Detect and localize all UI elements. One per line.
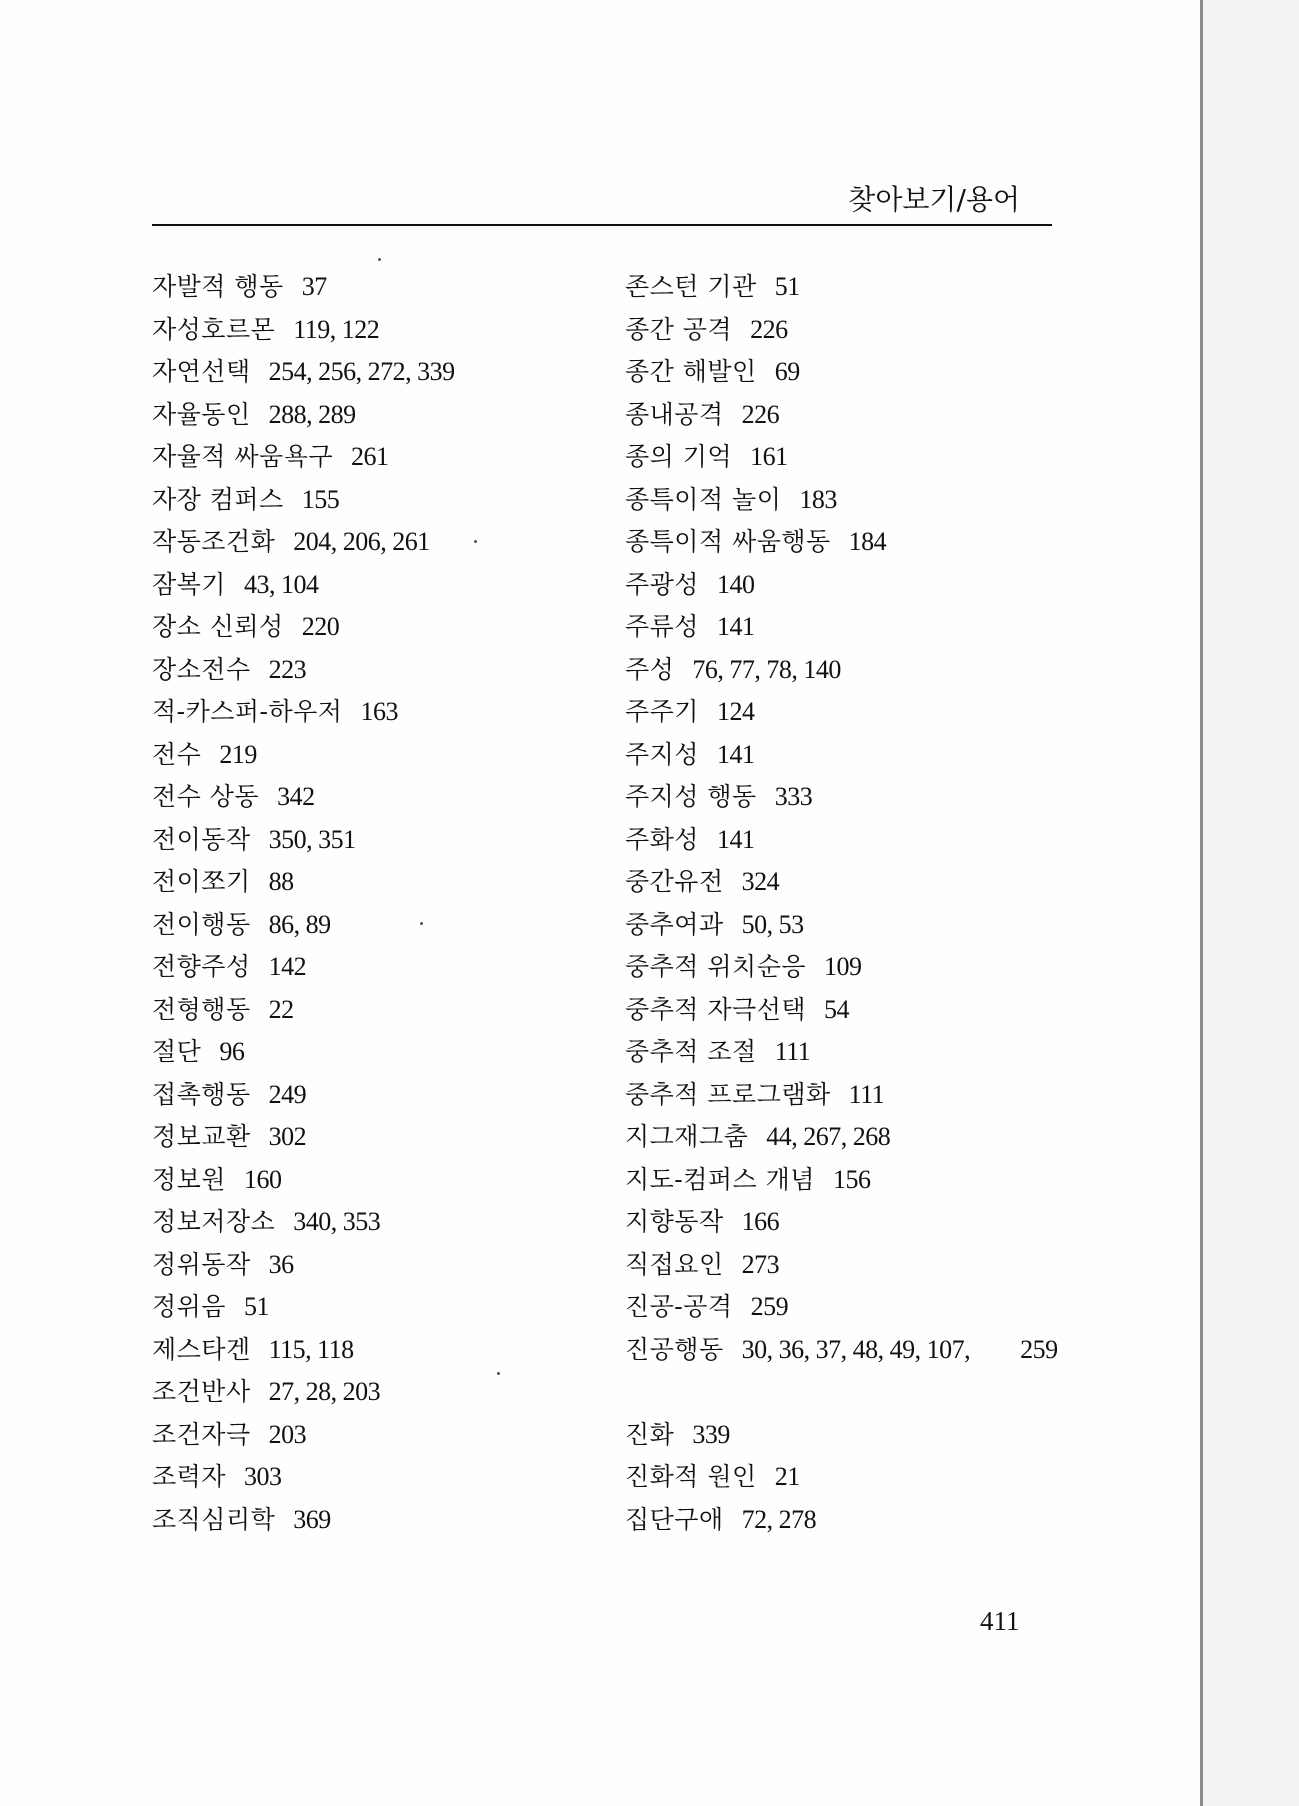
index-term: 전향주성	[152, 952, 251, 981]
index-term: 장소전수	[152, 654, 251, 684]
index-column-left	[152, 266, 592, 1541]
index-term: 자발적 행동	[152, 272, 284, 301]
index-entry	[152, 1074, 592, 1117]
index-entry	[152, 1371, 592, 1414]
index-pages: 155	[301, 484, 340, 514]
index-pages: 288, 289	[268, 399, 356, 429]
index-entry	[152, 1286, 592, 1329]
index-entry	[625, 1031, 1065, 1074]
index-entry	[152, 266, 592, 309]
index-pages: 369	[293, 1504, 331, 1534]
index-pages: 204, 206, 261	[293, 527, 430, 556]
scanner-background	[1203, 0, 1299, 1806]
index-pages-continuation: 259	[1020, 1334, 1058, 1364]
index-pages: 226	[750, 314, 788, 344]
index-pages: 183	[799, 484, 837, 514]
index-term: 지도-컴퍼스 개념	[625, 1164, 815, 1194]
index-term: 자율동인	[152, 399, 251, 429]
index-entry	[625, 904, 1065, 947]
index-entry	[152, 521, 592, 564]
index-entry	[152, 1456, 592, 1499]
index-term: 중간유전	[625, 867, 724, 896]
index-entry	[152, 691, 592, 734]
index-term: 직접요인	[625, 1249, 724, 1279]
index-term: 정보교환	[152, 1122, 251, 1151]
index-term: 전이행동	[152, 909, 251, 939]
index-pages: 37	[301, 272, 327, 301]
header-rule	[152, 224, 1052, 226]
index-term: 전수 상동	[152, 782, 260, 811]
index-pages: 88	[268, 867, 294, 896]
index-term: 조건반사	[152, 1377, 251, 1406]
index-entry	[625, 266, 1065, 309]
index-pages: 44, 267, 268	[766, 1122, 891, 1151]
index-pages: 27, 28, 203	[268, 1377, 381, 1406]
index-entry	[152, 989, 592, 1032]
index-entry	[625, 521, 1065, 564]
index-pages: 350, 351	[268, 824, 356, 854]
index-pages: 141	[716, 739, 755, 769]
index-term: 자연선택	[152, 357, 251, 386]
index-term: 중추적 위치순응	[625, 952, 806, 981]
index-term: 종의 기억	[625, 442, 733, 471]
index-entry	[152, 1244, 592, 1287]
index-entry	[625, 606, 1065, 649]
index-pages: 43, 104	[243, 569, 319, 599]
index-term: 정보저장소	[152, 1207, 276, 1236]
scan-speck	[497, 1372, 500, 1375]
index-entry	[625, 564, 1065, 607]
index-pages: 142	[268, 952, 307, 981]
index-entry	[625, 436, 1065, 479]
index-entry	[152, 904, 592, 947]
index-pages: 249	[268, 1079, 307, 1109]
index-pages: 111	[848, 1079, 885, 1109]
index-entry	[152, 564, 592, 607]
index-term: 자성호르몬	[152, 314, 276, 344]
index-term: 주화성	[625, 824, 699, 854]
index-column-right	[625, 266, 1065, 1541]
index-pages: 50, 53	[741, 909, 804, 939]
index-entry	[625, 351, 1065, 394]
index-term: 전수	[152, 739, 202, 769]
index-term: 중추적 조절	[625, 1037, 757, 1066]
index-entry	[625, 649, 1065, 692]
index-pages: 115, 118	[268, 1334, 354, 1364]
index-pages: 259	[750, 1292, 789, 1321]
index-term: 종특이적 싸움행동	[625, 527, 831, 556]
index-term: 진화	[625, 1419, 675, 1449]
index-entry	[152, 1159, 592, 1202]
index-term: 절단	[152, 1037, 202, 1066]
index-entry	[625, 819, 1065, 862]
index-pages: 339	[692, 1419, 730, 1449]
index-term: 주지성	[625, 739, 699, 769]
index-entry	[152, 776, 592, 819]
index-pages: 72, 278	[741, 1504, 817, 1534]
index-entry	[625, 1414, 1065, 1457]
index-entry	[625, 1074, 1065, 1117]
index-pages: 324	[741, 867, 780, 896]
index-pages: 119, 122	[293, 314, 380, 344]
index-term: 지그재그춤	[625, 1122, 749, 1151]
index-entry	[152, 819, 592, 862]
index-entry	[625, 734, 1065, 777]
index-term: 자장 컴퍼스	[152, 484, 284, 514]
index-entry	[152, 1329, 592, 1372]
index-entry	[625, 691, 1065, 734]
index-term: 적-카스퍼-하우저	[152, 697, 343, 726]
index-term: 전이동작	[152, 824, 251, 854]
index-pages: 156	[832, 1164, 871, 1194]
index-entry	[625, 1499, 1065, 1542]
index-pages: 109	[824, 952, 862, 981]
index-pages: 54	[824, 994, 849, 1024]
index-entry	[625, 1201, 1065, 1244]
index-term: 종간 해발인	[625, 357, 757, 386]
scan-speck	[378, 258, 381, 261]
index-entry	[152, 479, 592, 522]
index-term: 중추적 자극선택	[625, 994, 806, 1024]
index-entry	[625, 989, 1065, 1032]
index-pages: 166	[741, 1207, 780, 1236]
index-entry	[152, 1499, 592, 1542]
index-term: 정보원	[152, 1164, 226, 1194]
index-term: 중추여과	[625, 909, 724, 939]
index-entry	[152, 1201, 592, 1244]
index-pages: 96	[219, 1037, 245, 1066]
index-pages: 21	[774, 1462, 800, 1491]
index-pages: 219	[219, 739, 257, 769]
index-pages: 340, 353	[293, 1207, 381, 1236]
index-entry	[152, 606, 592, 649]
index-entry	[152, 649, 592, 692]
index-entry	[152, 861, 592, 904]
index-term: 조건자극	[152, 1419, 251, 1449]
index-pages: 273	[741, 1249, 780, 1279]
index-entry	[152, 1116, 592, 1159]
index-term: 전이쪼기	[152, 867, 251, 896]
index-term: 진공행동	[625, 1334, 724, 1364]
index-pages: 22	[268, 994, 294, 1024]
index-entry	[152, 394, 592, 437]
index-pages: 86, 89	[268, 909, 331, 939]
index-term: 진화적 원인	[625, 1462, 757, 1491]
index-entry	[625, 394, 1065, 437]
index-entry	[152, 309, 592, 352]
index-entry	[625, 1116, 1065, 1159]
index-pages: 261	[351, 442, 389, 471]
index-pages: 254, 256, 272, 339	[268, 357, 455, 386]
index-pages: 220	[301, 612, 340, 641]
index-term: 주주기	[625, 697, 699, 726]
index-term: 작동조건화	[152, 527, 276, 556]
index-term: 종내공격	[625, 399, 724, 429]
index-entry	[152, 734, 592, 777]
index-term: 정위동작	[152, 1249, 251, 1279]
index-term: 종간 공격	[625, 314, 733, 344]
index-entry	[152, 1414, 592, 1457]
index-term: 지향동작	[625, 1207, 724, 1236]
scan-speck	[474, 540, 477, 543]
index-term: 제스타겐	[152, 1334, 251, 1364]
index-entry	[625, 479, 1065, 522]
index-pages: 51	[243, 1292, 269, 1321]
index-term: 자율적 싸움욕구	[152, 442, 333, 471]
index-entry	[625, 1159, 1065, 1202]
index-pages: 333	[774, 782, 813, 811]
index-entry	[625, 946, 1065, 989]
index-entry	[152, 946, 592, 989]
index-term: 주성	[625, 654, 675, 684]
index-pages: 140	[716, 569, 755, 599]
index-pages: 303	[243, 1462, 282, 1491]
index-entry	[625, 309, 1065, 352]
index-pages: 223	[268, 654, 307, 684]
index-term: 종특이적 놀이	[625, 484, 782, 514]
index-term: 집단구애	[625, 1504, 724, 1534]
index-pages: 184	[848, 527, 887, 556]
index-entry	[625, 861, 1065, 904]
index-entry	[625, 776, 1065, 819]
page-number: 411	[980, 1606, 1020, 1636]
index-pages: 141	[716, 612, 755, 641]
index-term: 중추적 프로그램화	[625, 1079, 831, 1109]
index-pages: 36	[268, 1249, 294, 1279]
index-pages: 160	[243, 1164, 282, 1194]
index-term: 정위음	[152, 1292, 226, 1321]
index-pages: 203	[268, 1419, 307, 1449]
scan-speck	[420, 922, 423, 925]
index-entry	[152, 436, 592, 479]
index-pages: 342	[277, 782, 315, 811]
index-pages: 163	[360, 697, 398, 726]
index-term: 진공-공격	[625, 1292, 733, 1321]
index-term: 주지성 행동	[625, 782, 757, 811]
index-pages: 124	[716, 697, 755, 726]
index-pages: 30, 36, 37, 48, 49, 107,	[741, 1334, 971, 1364]
index-pages: 141	[716, 824, 755, 854]
index-pages: 76, 77, 78, 140	[692, 654, 841, 684]
index-pages: 111	[774, 1037, 811, 1066]
index-term: 잠복기	[152, 569, 226, 599]
index-term: 주류성	[625, 612, 699, 641]
index-pages: 226	[741, 399, 780, 429]
index-entry	[625, 1329, 1065, 1414]
index-term: 접촉행동	[152, 1079, 251, 1109]
index-entry	[152, 1031, 592, 1074]
index-term: 조직심리학	[152, 1504, 276, 1534]
index-entry	[625, 1286, 1065, 1329]
index-term: 주광성	[625, 569, 699, 599]
index-term: 전형행동	[152, 994, 251, 1024]
index-pages: 302	[268, 1122, 307, 1151]
index-pages: 69	[774, 357, 800, 386]
index-entry	[625, 1456, 1065, 1499]
index-term: 장소 신뢰성	[152, 612, 284, 641]
index-entry	[625, 1244, 1065, 1287]
index-term: 조력자	[152, 1462, 226, 1491]
index-pages: 51	[774, 272, 800, 301]
index-entry	[152, 351, 592, 394]
running-header: 찾아보기/용어	[848, 183, 1020, 216]
index-pages: 161	[750, 442, 788, 471]
index-term: 존스턴 기관	[625, 272, 757, 301]
